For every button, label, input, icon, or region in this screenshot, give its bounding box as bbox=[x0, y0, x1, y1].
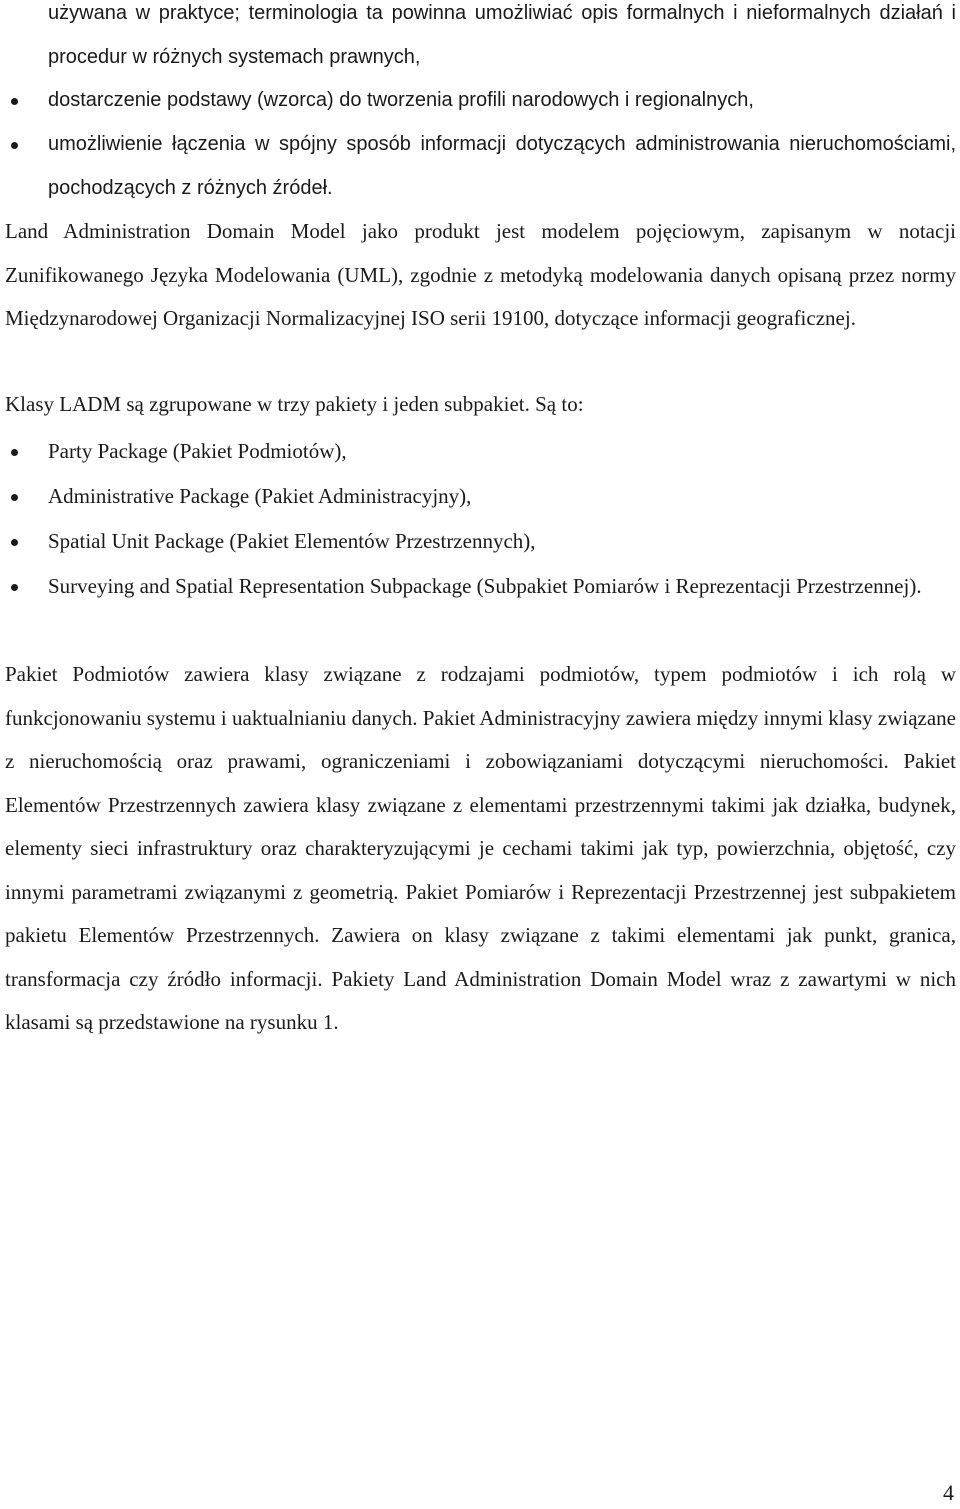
list-item bbox=[0, 475, 960, 520]
list-item-text: Surveying and Spatial Representation Subpackage (Subpakiet Pomiarów i Reprezentacji Przestrzennej). bbox=[48, 574, 922, 598]
package-list bbox=[0, 430, 960, 652]
paragraph-ladm-description: Land Administration Domain Model jako produkt jest modelem pojęciowym, zapisanym w notacji Zunifikowanego Języka Modelowania (UML), zgodnie z metodyką modelowania danych opisaną przez normy Międzynarodowej Organizacji Normalizacyjnej ISO serii 19100, dotyczące informacji geograficznej. bbox=[5, 219, 956, 330]
bullet-icon bbox=[11, 98, 18, 105]
bullet-icon bbox=[11, 494, 18, 501]
list-item bbox=[0, 520, 960, 565]
objectives-list bbox=[0, 0, 960, 210]
bullet-icon bbox=[11, 449, 18, 456]
paragraph-ladm-classes: Klasy LADM są zgrupowane w trzy pakiety i jeden subpakiet. Są to: bbox=[5, 392, 584, 416]
list-item-text: Party Package (Pakiet Podmiotów), bbox=[48, 439, 347, 463]
list-item-text: używana w praktyce; terminologia ta powinna umożliwiać opis formalnych i nieformalnych działań i procedur w różnych systemach prawnych, bbox=[48, 2, 956, 68]
list-item bbox=[0, 123, 960, 210]
list-item-text: Spatial Unit Package (Pakiet Elementów Przestrzennych), bbox=[48, 529, 536, 553]
list-item bbox=[0, 79, 960, 123]
list-item bbox=[0, 565, 960, 652]
page-number: 4 bbox=[943, 1480, 954, 1505]
list-item-text: dostarczenie podstawy (wzorca) do tworzenia profili narodowych i regionalnych, bbox=[48, 89, 754, 111]
bullet-icon bbox=[11, 539, 18, 546]
list-item-text: Administrative Package (Pakiet Administracyjny), bbox=[48, 484, 472, 508]
bullet-icon bbox=[11, 142, 18, 149]
list-item bbox=[0, 430, 960, 475]
list-item-text: umożliwienie łączenia w spójny sposób informacji dotyczących administrowania nieruchomościami, pochodzących z różnych źródeł. bbox=[48, 133, 956, 199]
list-item bbox=[0, 0, 960, 79]
bullet-icon bbox=[11, 584, 18, 591]
paragraph-packages-description: Pakiet Podmiotów zawiera klasy związane z rodzajami podmiotów, typem podmiotów i ich rolą w funkcjonowaniu systemu i uaktualnianiu danych. Pakiet Administracyjny zawiera między innymi klasy związane z nieruchomością oraz prawami, ograniczeniami i zobowiązaniami dotyczącymi nieruchomości. Pakiet Elementów Przestrzennych zawiera klasy związane z elementami przestrzennymi takimi jak działka, budynek, elementy sieci infrastruktury oraz charakteryzującymi je cechami takimi jak typ, powierzchnia, objętość, czy innymi parametrami związanymi z geometrią. Pakiet Pomiarów i Reprezentacji Przestrzennej jest subpakietem pakietu Elementów Przestrzennych. Zawiera on klasy związane z takimi elementami jak punkt, granica, transformacja czy źródło informacji. Pakiety Land Administration Domain Model wraz z zawartymi w nich klasami są przedstawione na rysunku 1. bbox=[5, 662, 956, 1034]
